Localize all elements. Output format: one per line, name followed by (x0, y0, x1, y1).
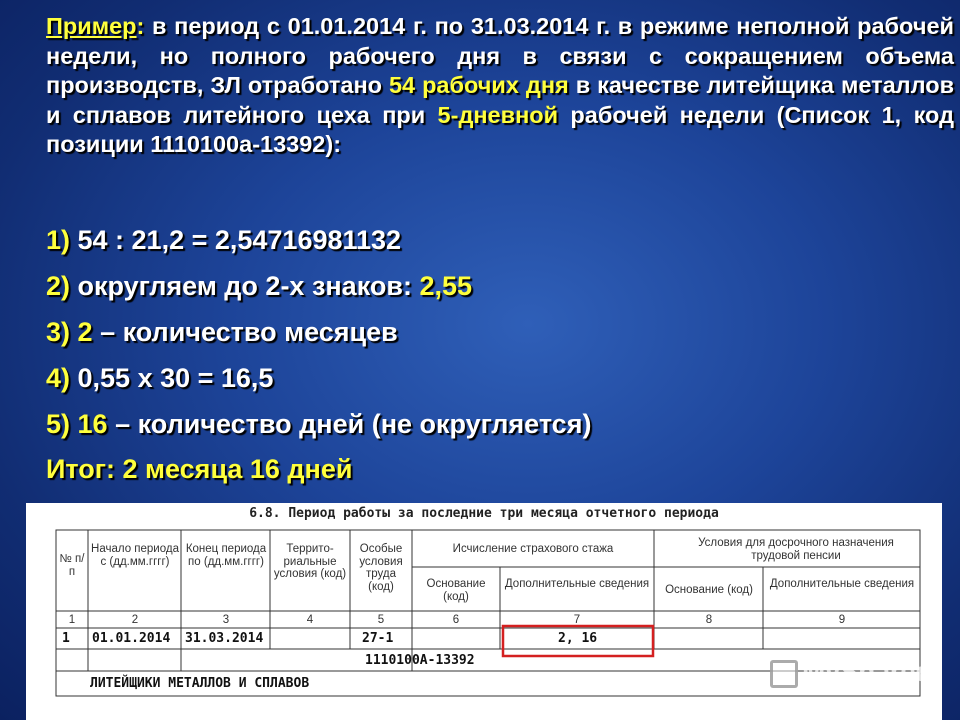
step-text: 54 : 21,2 = 2,54716981132 (70, 225, 402, 255)
header-territorial: Террито-риальные условия (код) (273, 543, 347, 580)
colnum-8: 8 (705, 614, 713, 626)
step-highlight: 2 (77, 317, 93, 347)
intro-text (46, 12, 954, 160)
header-end: Конец периода по (дд.мм.гггг) (185, 543, 267, 568)
result-line (46, 454, 352, 485)
step-number: 3) (46, 317, 71, 347)
colnum-9: 9 (838, 614, 846, 626)
step-text: округляем до 2-х знаков: (70, 271, 420, 301)
colnum-2: 2 (131, 614, 139, 626)
row-start-date: 01.01.2014 (92, 631, 171, 646)
watermark (770, 656, 932, 688)
step-1 (46, 225, 401, 256)
header-start: Начало периода с (дд.мм.гггг) (91, 543, 179, 568)
step-4 (46, 363, 273, 394)
colnum-5: 5 (377, 614, 385, 626)
step-text: 0,55 х 30 = 16,5 (70, 363, 274, 393)
step-number: 4) (46, 363, 71, 393)
row-end-date: 31.03.2014 (185, 631, 264, 646)
step-text-after: – количество месяцев (92, 317, 398, 347)
row-extra-info: 2, 16 (558, 631, 598, 646)
header-ins-extra: Дополнительные сведения (504, 578, 650, 590)
header-insurance: Исчисление страхового стажа (452, 543, 614, 555)
example-colon: : (136, 13, 145, 39)
header-pension: Условия для досрочного назначения трудовой пенсии (698, 537, 894, 562)
step-3 (46, 317, 398, 348)
header-pen-extra: Дополнительные сведения (769, 578, 915, 590)
header-special: Особые условия труда (код) (359, 543, 403, 593)
days-highlight: 54 рабочих дня (388, 72, 569, 98)
watermark-text: MyShared (802, 656, 932, 687)
result-label: Итог: (46, 454, 116, 484)
colnum-3: 3 (222, 614, 230, 626)
colnum-1: 1 (68, 614, 76, 626)
intro-part2: в качестве литейщика металлов и сплавов литейного цеха при (46, 72, 955, 128)
colnum-6: 6 (452, 614, 460, 626)
example-label: Пример (46, 13, 137, 39)
step-5 (46, 409, 591, 440)
week-highlight: 5-дневной (437, 101, 559, 128)
step-highlight: 16 (77, 409, 108, 439)
result-value: 2 месяца 16 дней (115, 454, 353, 484)
row-position-code: 1110100А-13392 (365, 653, 475, 668)
step-2 (46, 271, 472, 302)
form-title: 6.8. Период работы за последние три месяца отчетного периода (249, 506, 719, 521)
header-ins-basis: Основание (код) (426, 578, 486, 603)
colnum-4: 4 (306, 614, 314, 626)
step-text-after: – количество дней (не округляется) (107, 409, 592, 439)
intro-part1: в период с 01.01.2014 г. по 31.03.2014 г. в режиме неполной рабочей недели, но полного рабочего дня в связи с сокращением объема производств, ЗЛ отработано (46, 13, 954, 98)
header-pen-basis: Основание (код) (665, 584, 753, 596)
profession-label: ЛИТЕЙЩИКИ МЕТАЛЛОВ И СПЛАВОВ (90, 676, 310, 691)
header-n: № п/п (59, 553, 85, 578)
step-number: 2) (46, 271, 71, 301)
step-text (70, 317, 78, 347)
step-number: 1) (46, 225, 71, 255)
colnum-7: 7 (573, 614, 581, 626)
intro-part3: рабочей недели (Список 1, код позиции 1110100а-13392): (46, 101, 954, 157)
row-number: 1 (62, 631, 70, 646)
step-highlight: 2,55 (419, 271, 472, 301)
watermark-logo-icon (770, 660, 798, 688)
step-text (70, 409, 78, 439)
row-special-code: 27-1 (362, 631, 394, 646)
step-number: 5) (46, 409, 71, 439)
